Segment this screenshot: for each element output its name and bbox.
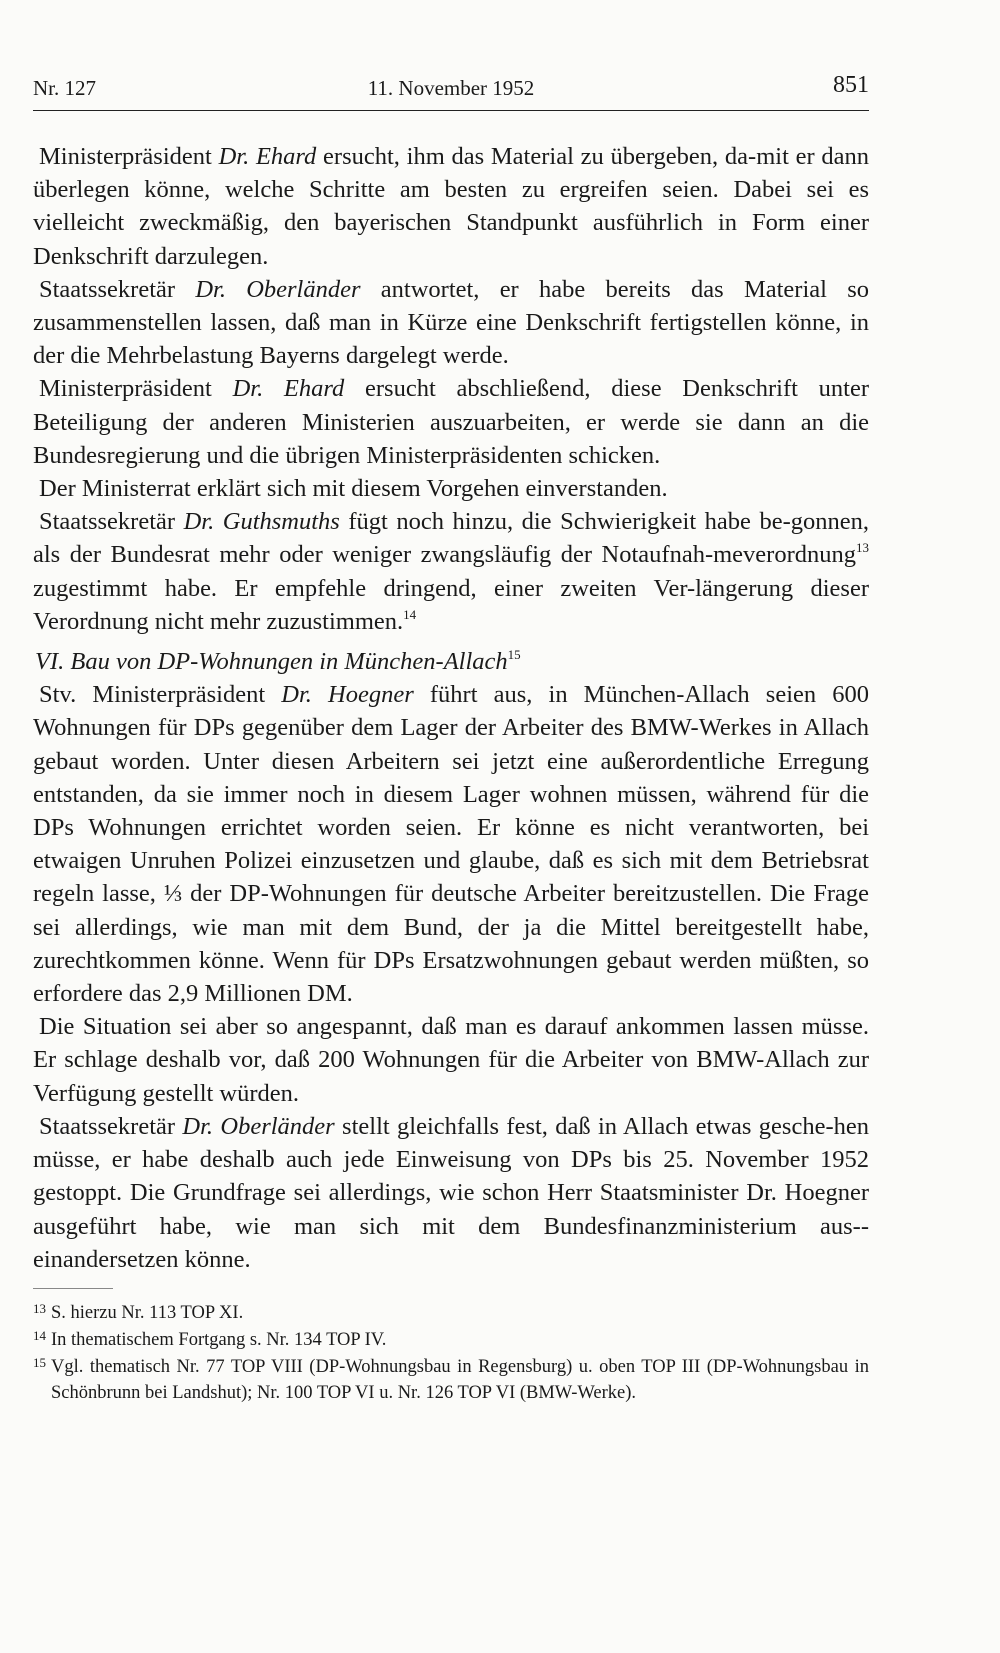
paragraph: Stv. Ministerpräsident Dr. Hoegner führt aus, in München-Allach seien 600 Wohnungen für DPs gegenüber dem Lager der Arbeiter des BMW-Werkes in Allach gebaut worden. Unter diesen Arbeitern sei jetzt eine außerordentliche Erregung entstanden, da sie immer noch in diesem Lager wohnen müssen, während für die DPs Wohnungen errichtet worden seien. Er könne es nicht verantworten, bei etwaigen Unruhen Polizei einzusetzen und glaube, daß es sich mit dem Betriebsrat regeln lasse, ⅓ der DP-Wohnungen für deutsche Arbeiter bereitzustellen. Die Frage sei allerdings, wie man mit dem Bund, der ja die Mittel bereitgestellt habe, zurechtkommen könne. Wenn für DPs Ersatzwohnungen gebaut werden müßten, so erfordere das 2,9 Millionen DM. — [33, 681, 869, 1008]
footnote-mark: 13 — [33, 1301, 46, 1316]
footnote-ref: 13 — [856, 540, 869, 556]
footnote: 13 S. hierzu Nr. 113 TOP XI. — [33, 1300, 869, 1326]
paragraph: Die Situation sei aber so angespannt, daß man es darauf ankommen lassen müsse. Er schlage deshalb vor, daß 200 Wohnungen für die Arbeiter von BMW-Allach zur Verfügung gestellt würden. — [33, 1013, 869, 1107]
footnotes — [33, 1300, 869, 1407]
section-heading: VI. Bau von DP-Wohnungen in München-Allach$^{15}$ — [35, 647, 521, 676]
footnote-rule — [33, 1288, 113, 1289]
footnote-mark: 15 — [33, 1355, 46, 1370]
footnote: 15 Vgl. thematisch Nr. 77 TOP VIII (DP-Wohnungsbau in Regensburg) u. oben TOP III (DP-Wohnungsbau in Schönbrunn bei Landshut); Nr. 100 TOP VI u. Nr. 126 TOP VI (BMW-Werke). — [33, 1354, 869, 1406]
footnote-ref: 15 — [507, 647, 521, 663]
footnote-mark: 14 — [33, 1328, 46, 1343]
document-number: Nr. 127 — [33, 76, 96, 100]
footnote-ref: 14 — [403, 606, 417, 622]
paragraph: Staatssekretär Dr. Guthsmuths fügt noch hinzu, die Schwierigkeit habe be-gonnen, als der Bundesrat mehr oder weniger zwangsläufig der Notaufnah-meverordnung$^{13}$ zugestimmt habe. Er empfehle dringend, einer zweiten Ver-längerung dieser Verordnung nicht mehr zuzustimmen.$^{14}$ — [33, 508, 869, 635]
main-text — [33, 140, 869, 1276]
page-number: 851 — [833, 72, 869, 98]
footnote: 14 In thematischem Fortgang s. Nr. 134 TOP IV. — [33, 1327, 869, 1353]
running-header — [33, 72, 869, 112]
paragraph: Ministerpräsident Dr. Ehard ersucht abschließend, diese Denkschrift unter Beteiligung der anderen Ministerien auszuarbeiten, er werde sie dann an die Bundesregierung und die übrigen Ministerpräsidenten schicken. — [33, 375, 870, 469]
header-date: 11. November 1952 — [367, 76, 535, 100]
paragraph: Staatssekretär Dr. Oberländer antwortet, er habe bereits das Material so zusammenstellen lassen, daß man in Kürze eine Denkschrift fertigstellen könne, in der die Mehrbelastung Bayerns dargelegt werde. — [33, 275, 869, 370]
paragraph: Der Ministerrat erklärt sich mit diesem Vorgehen einverstanden. — [39, 475, 668, 503]
paragraph: Staatssekretär Dr. Oberländer stellt gleichfalls fest, daß in Allach etwas gesche-hen müsse, er habe deshalb auch jede Einweisung von DPs bis 25. November 1952 gestoppt. Die Grundfrage sei allerdings, wie schon Herr Staatsminister Dr. Hoegner ausgeführt habe, wie man sich mit dem Bundesfinanzministerium aus-einandersetzen könne. — [33, 1112, 869, 1273]
header-rule — [33, 110, 869, 111]
paragraph: Ministerpräsident Dr. Ehard ersucht, ihm das Material zu übergeben, da-mit er dann überlegen könne, welche Schritte am besten zu ergreifen seien. Dabei sei es vielleicht zweckmäßig, den bayerischen Standpunkt ausführlich in Form einer Denkschrift darzulegen. — [33, 143, 870, 270]
